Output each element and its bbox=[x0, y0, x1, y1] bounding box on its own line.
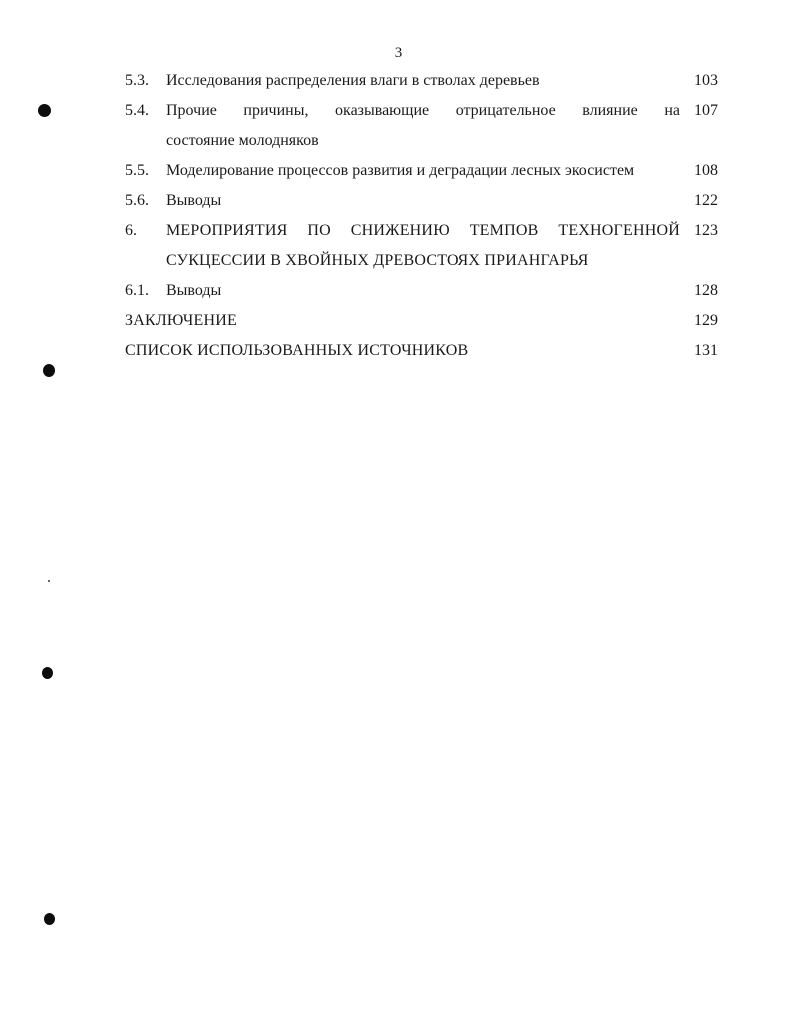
toc-entry-5-6 bbox=[0, 186, 797, 216]
toc-entry-5-5 bbox=[0, 156, 797, 186]
toc-entry-title: Выводы bbox=[166, 282, 222, 299]
toc-entry-page: 107 bbox=[694, 102, 718, 119]
toc-entry-title: СПИСОК ИСПОЛЬЗОВАННЫХ ИСТОЧНИКОВ bbox=[125, 342, 469, 359]
scan-speck bbox=[48, 580, 50, 582]
toc-entry-references bbox=[0, 336, 797, 366]
toc-entry-title bbox=[166, 96, 680, 156]
toc-entry-6-1 bbox=[0, 276, 797, 306]
punch-hole-mark bbox=[43, 364, 55, 377]
toc-entry-title-line1: Прочие причины, оказывающие отрицательное влияние на bbox=[166, 102, 680, 119]
toc-entry-page: 123 bbox=[694, 222, 718, 239]
toc-entry-5-3 bbox=[0, 66, 797, 96]
toc-entry-6 bbox=[0, 216, 797, 276]
toc-entry-page: 131 bbox=[694, 342, 718, 359]
punch-hole-mark bbox=[38, 104, 51, 117]
toc-entry-5-4 bbox=[0, 96, 797, 156]
toc-entry-number: 5.3. bbox=[125, 72, 149, 89]
toc-entry-title: ЗАКЛЮЧЕНИЕ bbox=[125, 312, 237, 329]
page-number: 3 bbox=[394, 45, 403, 61]
table-of-contents bbox=[0, 66, 797, 366]
toc-entry-number: 5.6. bbox=[125, 192, 149, 209]
toc-entry-title: Выводы bbox=[166, 192, 222, 209]
toc-entry-title-line2: СУКЦЕССИИ В ХВОЙНЫХ ДРЕВОСТОЯХ ПРИАНГАРЬЯ bbox=[166, 252, 589, 269]
toc-entry-title-line2: состояние молодняков bbox=[166, 132, 319, 149]
toc-entry-number: 5.4. bbox=[125, 102, 149, 119]
toc-entry-page: 128 bbox=[694, 282, 718, 299]
toc-entry-page: 129 bbox=[694, 312, 718, 329]
toc-entry-conclusion bbox=[0, 306, 797, 336]
toc-entry-title bbox=[166, 216, 680, 276]
toc-entry-title: Исследования распределения влаги в стволах деревьев bbox=[166, 72, 540, 89]
punch-hole-mark bbox=[42, 667, 53, 679]
toc-entry-title-line1: МЕРОПРИЯТИЯ ПО СНИЖЕНИЮ ТЕМПОВ ТЕХНОГЕННОЙ bbox=[166, 222, 680, 239]
punch-hole-mark bbox=[44, 913, 55, 925]
toc-entry-title: Моделирование процессов развития и деградации лесных экосистем bbox=[166, 162, 635, 179]
toc-entry-number: 5.5. bbox=[125, 162, 149, 179]
toc-entry-number: 6.1. bbox=[125, 282, 149, 299]
toc-entry-page: 122 bbox=[694, 192, 718, 209]
toc-entry-number: 6. bbox=[125, 222, 137, 239]
toc-entry-page: 108 bbox=[694, 162, 718, 179]
toc-entry-page: 103 bbox=[694, 72, 718, 89]
